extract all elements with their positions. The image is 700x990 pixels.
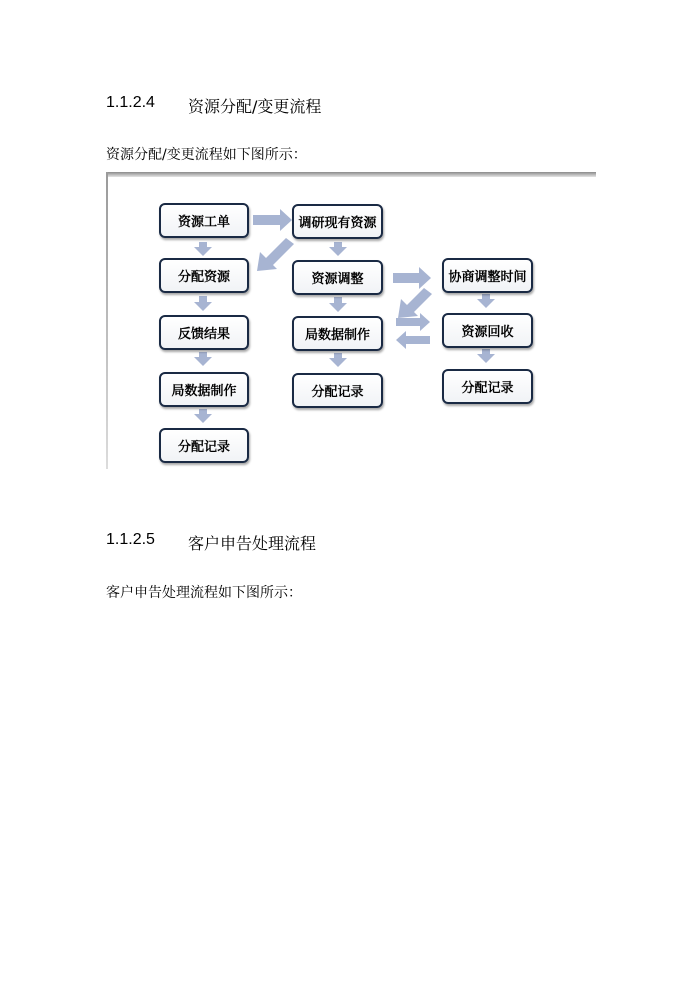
box-negotiate-adjustment-time: 协商调整时间: [442, 258, 533, 293]
section-intro-paragraph: 客户申告处理流程如下图所示：: [106, 585, 302, 601]
arrow-down-c1-4: [194, 409, 212, 423]
box-survey-existing-resources: 调研现有资源: [292, 204, 383, 239]
box-feedback-result: 反馈结果: [159, 315, 249, 350]
resource-allocation-flowchart: [106, 172, 596, 469]
arrow-down-c1-1: [194, 242, 212, 256]
arrow-down-c3-2: [477, 349, 495, 363]
section-title: 资源分配/变更流程: [188, 97, 322, 116]
box-resource-recovery: 资源回收: [442, 313, 533, 348]
section-title: 客户申告处理流程: [188, 534, 317, 553]
arrow-diagonal-c3-c2: [398, 288, 432, 318]
box-allocation-record-c1: 分配记录: [159, 428, 249, 463]
arrow-down-c3-1: [477, 294, 495, 308]
arrow-down-c2-2: [329, 297, 347, 312]
section-number: 1.1.2.5: [106, 531, 155, 548]
arrow-diagonal-c2-c1: [257, 238, 294, 271]
arrow-down-c2-1: [329, 242, 347, 256]
arrow-left-c3-c2: [396, 331, 430, 349]
box-office-data-c1: 局数据制作: [159, 372, 249, 407]
box-allocation-record-c2: 分配记录: [292, 373, 383, 408]
box-allocation-record-c3: 分配记录: [442, 369, 533, 404]
arrow-right-c1-c2: [253, 209, 292, 231]
section-heading-1124: [106, 94, 321, 117]
box-resource-adjustment: 资源调整: [292, 260, 383, 295]
arrow-down-c1-2: [194, 296, 212, 311]
box-office-data-c2: 局数据制作: [292, 316, 383, 351]
box-resource-ticket: 资源工单: [159, 203, 249, 238]
arrow-down-c2-3: [329, 353, 347, 367]
section-heading-1125: [106, 531, 316, 554]
section-intro-paragraph: 资源分配/变更流程如下图所示：: [106, 147, 307, 163]
section-number: 1.1.2.4: [106, 94, 155, 111]
box-allocate-resources: 分配资源: [159, 258, 249, 293]
arrow-down-c1-3: [194, 352, 212, 366]
arrow-right-c2-c3: [393, 267, 431, 289]
